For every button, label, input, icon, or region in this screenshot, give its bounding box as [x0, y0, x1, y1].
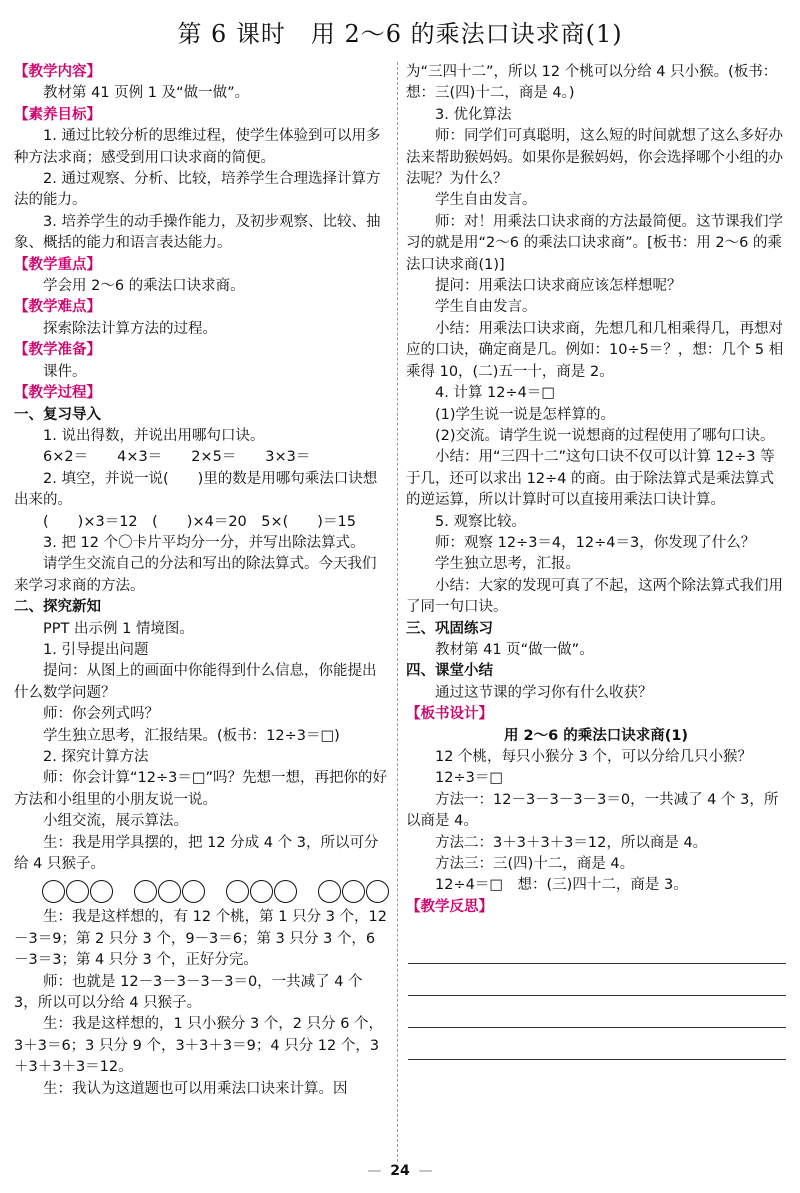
paragraph: 请学生交流自己的分法和写出的除法算式。今天我们来学习求商的方法。 [14, 556, 377, 594]
writing-line [408, 964, 786, 996]
paragraph: 方法二：3＋3＋3＋3＝12，所以商是 4。 [435, 834, 708, 851]
paragraph: 探索除法计算方法的过程。 [43, 320, 217, 337]
paragraph: 为“三四十二”，所以 12 个桃可以分给 4 只小猴。(板书：想：三(四)十二，商是 4。) [406, 64, 778, 102]
paragraph: 3. 培养学生的动手操作能力，及初步观察、比较、抽象、概括的能力和语言表达能力。 [14, 213, 381, 252]
circle-card [318, 880, 341, 903]
paragraph: (1)学生说一说是怎样算的。 [435, 406, 616, 423]
paragraph: 4. 计算 12÷4＝□ [435, 385, 556, 402]
section-tag: 【教学反思】 [406, 898, 493, 915]
paragraph: 12 个桃，每只小猴分 3 个，可以分给几只小猴？ [435, 749, 753, 765]
paragraph: 5. 观察比较。 [435, 513, 526, 530]
paragraph: 小结：用“三四十二”这句口诀不仅可以计算 12÷3 等于几，还可以求出 12÷4 的商。由于除法算式是乘法算式的逆运算，所以计算时可以直接用乘法口诀计算。 [406, 449, 775, 509]
circle-card [66, 880, 89, 903]
paragraph: 提问：从图上的画面中你能得到什么信息，你能提出什么数学问题？ [14, 663, 377, 701]
column-divider [397, 62, 398, 1162]
paragraph: 师：同学们可真聪明，这么短的时间就想了这么多好办法来帮助猴妈妈。如果你是猴妈妈，你会选择哪个小组的办法呢？为什么？ [406, 128, 783, 188]
paragraph: 学生自由发言。 [435, 192, 537, 209]
paragraph: 方法三：三(四)十二，商是 4。 [435, 856, 635, 873]
reflection-lines [406, 932, 786, 1060]
paragraph: 2. 填空，并说一说( )里的数是用哪句乘法口诀想出来的。 [14, 470, 378, 509]
right-column [406, 62, 786, 1060]
circle-card [134, 880, 157, 903]
paragraph: 6×2＝ 4×3＝ 2×5＝ 3×3＝ [43, 449, 311, 466]
section-heading: 一、复习导入 [14, 406, 101, 423]
page-footer: — 24 — [367, 1163, 433, 1179]
circle-group [134, 880, 206, 903]
section-tag: 【教学难点】 [14, 299, 101, 316]
circle-card [366, 880, 389, 903]
paragraph: 生：我认为这道题也可以用乘法口诀来计算。因 [43, 1080, 348, 1097]
paragraph: 1. 通过比较分析的思维过程，使学生体验到可以用多种方法求商；感受到用口诀求商的简便。 [14, 128, 381, 166]
paragraph: 师：对！用乘法口诀求商的方法最简便。这节课我们学习的就是用“2～6 的乘法口诀求商”。[板书：用 2～6 的乘法口诀求商(1)] [406, 213, 783, 273]
section-heading: 用 2～6 的乘法口诀求商(1) [503, 727, 689, 744]
circle-group [42, 880, 114, 903]
writing-line [408, 932, 786, 964]
paragraph: 12÷4＝□ 想：(三)四十二，商是 3。 [435, 877, 688, 894]
section-heading: 三、巩固练习 [406, 620, 493, 637]
paragraph: 生：我是这样想的，1 只小猴分 3 个，2 只分 6 个，3＋3＝6；3 只分 9 个，3＋3＋3＝9；4 只分 12 个，3＋3＋3＋3＝12。 [14, 1016, 384, 1076]
paragraph: ( )×3＝12 ( )×4＝20 5×( )＝15 [43, 513, 356, 530]
section-tag: 【教学内容】 [14, 64, 101, 80]
paragraph: 小组交流，展示算法。 [43, 813, 188, 830]
writing-line [408, 1028, 786, 1060]
paragraph: 提问：用乘法口诀求商应该怎样想呢？ [435, 278, 682, 295]
paragraph: 师：你会列式吗？ [43, 706, 159, 723]
paragraph: 师：你会计算“12÷3＝□”吗？先想一想，再把你的好方法和小组里的小朋友说一说。 [14, 770, 388, 808]
paragraph: 小结：用乘法口诀求商，先想几和几相乘得几，再想对应的口诀，确定商是几。例如：10÷5＝？，想：几个 5 相乘得 10，(二)五一十，商是 2。 [406, 320, 784, 380]
paragraph: PPT 出示例 1 情境图。 [43, 620, 194, 637]
paragraph: 学生自由发言。 [435, 299, 537, 316]
paragraph: 1. 引导提出问题 [43, 641, 149, 658]
circle-cards-illustration [14, 875, 388, 907]
circle-card [42, 880, 65, 903]
section-tag: 【教学过程】 [14, 385, 101, 402]
left-column [14, 62, 388, 1100]
section-tag: 【教学准备】 [14, 342, 101, 359]
section-heading: 二、探究新知 [14, 599, 101, 616]
section-heading: 四、课堂小结 [406, 663, 493, 680]
circle-group [226, 880, 298, 903]
paragraph: 学生独立思考，汇报。 [435, 556, 580, 573]
paragraph: 师：观察 12÷3＝4，12÷4＝3，你发现了什么？ [435, 534, 756, 551]
paragraph: 教材第 41 页例 1 及“做一做”。 [43, 85, 250, 102]
paragraph: 学会用 2～6 的乘法口诀求商。 [43, 278, 245, 295]
circle-card [90, 880, 113, 903]
section-tag: 【教学重点】 [14, 256, 101, 273]
paragraph: 通过这节课的学习你有什么收获？ [435, 684, 653, 701]
paragraph: 学生独立思考，汇报结果。(板书：12÷3＝□) [43, 727, 340, 744]
paragraph: 3. 把 12 个〇卡片平均分一分，并写出除法算式。 [43, 534, 365, 551]
paragraph: 生：我是用学具摆的，把 12 分成 4 个 3，所以可分给 4 只猴子。 [14, 834, 379, 873]
page-number: 24 [390, 1163, 410, 1179]
section-tag: 【素养目标】 [14, 106, 101, 123]
paragraph: 3. 优化算法 [435, 106, 512, 123]
writing-line [408, 996, 786, 1028]
circle-group [318, 880, 390, 903]
circle-card [274, 880, 297, 903]
circle-card [250, 880, 273, 903]
section-tag: 【板书设计】 [406, 706, 493, 723]
paragraph: 1. 说出得数，并说出用哪句口诀。 [43, 427, 265, 444]
paragraph: (2)交流。请学生说一说想商的过程使用了哪句口诀。 [435, 427, 775, 444]
paragraph: 2. 探究计算方法 [43, 749, 149, 765]
circle-card [182, 880, 205, 903]
paragraph: 教材第 41 页“做一做”。 [435, 641, 594, 658]
circle-card [226, 880, 249, 903]
paragraph: 小结：大家的发现可真了不起，这两个除法算式我们用了同一句口诀。 [406, 577, 783, 616]
circle-card [342, 880, 365, 903]
paragraph: 方法一：12－3－3－3－3＝0，一共减了 4 个 3，所以商是 4。 [406, 791, 779, 830]
paragraph: 师：也就是 12－3－3－3－3＝0，一共减了 4 个 3，所以可以分给 4 只猴子。 [14, 973, 363, 1012]
paragraph: 2. 通过观察、分析、比较，培养学生合理选择计算方法的能力。 [14, 171, 381, 209]
page-title: 第 6 课时 用 2～6 的乘法口诀求商(1) [177, 20, 623, 48]
paragraph: 生：我是这样想的，有 12 个桃，第 1 只分 3 个，12－3＝9；第 2 只分 3 个，9－3＝6；第 3 只分 3 个，6－3＝3；第 4 只分 3 个，正好分完。 [14, 909, 388, 969]
circle-card [158, 880, 181, 903]
paragraph: 课件。 [43, 363, 87, 380]
paragraph: 12÷3＝□ [435, 770, 504, 787]
